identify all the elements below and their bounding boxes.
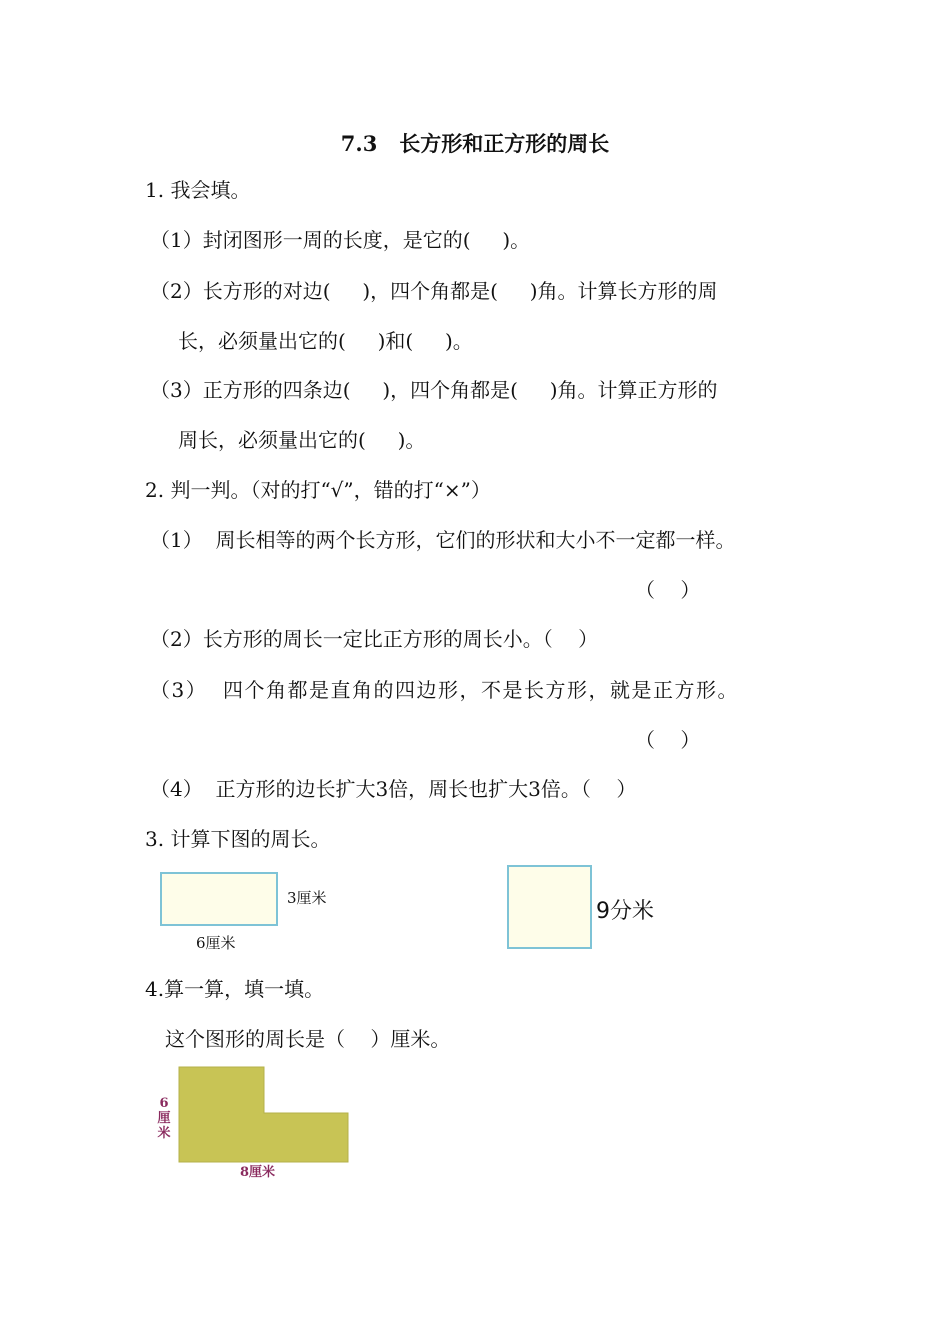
q4-heading: 4.算一算，填一填。 bbox=[145, 977, 325, 1001]
q1-heading: 1. 我会填。 bbox=[145, 178, 251, 202]
rectangle-height-label: 3厘米 bbox=[287, 889, 327, 907]
rectangle-width-label: 6厘米 bbox=[196, 934, 236, 952]
q1-item-3-line-2: 周长，必须量出它的( )。 bbox=[178, 428, 426, 452]
l-shape-height-label bbox=[155, 1096, 173, 1141]
q4-prompt: 这个图形的周长是（ ）厘米。 bbox=[165, 1027, 451, 1051]
q1-item-3-line-1: （3）正方形的四条边( )，四个角都是( )角。计算正方形的 bbox=[150, 378, 718, 402]
l-shape-figure bbox=[178, 1066, 350, 1164]
q2-item-4: （4） 正方形的边长扩大3倍，周长也扩大3倍。（ ） bbox=[150, 777, 637, 801]
q2-item-2: （2）长方形的周长一定比正方形的周长小。（ ） bbox=[150, 627, 599, 651]
l-shape-height-label-number: 6 bbox=[159, 1096, 169, 1111]
square-figure bbox=[507, 865, 592, 949]
q2-item-3-answer-blank: （ ） bbox=[635, 728, 701, 752]
q2-item-3: （3） 四个角都是直角的四边形，不是长方形，就是正方形。 bbox=[150, 678, 739, 702]
q2-heading: 2. 判一判。（对的打“√”，错的打“×”） bbox=[145, 478, 491, 502]
q1-item-2-line-1: （2）长方形的对边( )，四个角都是( )角。计算长方形的周 bbox=[150, 279, 718, 303]
l-shape-height-label-char-1: 厘 bbox=[157, 1111, 171, 1126]
q2-item-1-answer-blank: （ ） bbox=[635, 578, 701, 602]
q1-item-1: （1）封闭图形一周的长度，是它的( )。 bbox=[150, 228, 531, 252]
l-shape-height-label-char-2: 米 bbox=[157, 1126, 171, 1141]
q3-heading: 3. 计算下图的周长。 bbox=[145, 827, 331, 851]
l-shape-width-label: 8厘米 bbox=[240, 1165, 276, 1180]
page-title: 7.3 长方形和正方形的周长 bbox=[340, 131, 610, 156]
q1-item-2-line-2: 长，必须量出它的( )和( )。 bbox=[178, 329, 473, 353]
rectangle-figure bbox=[160, 872, 278, 926]
square-side-label: 9分米 bbox=[596, 899, 654, 924]
q2-item-1: （1） 周长相等的两个长方形，它们的形状和大小不一定都一样。 bbox=[150, 528, 736, 552]
